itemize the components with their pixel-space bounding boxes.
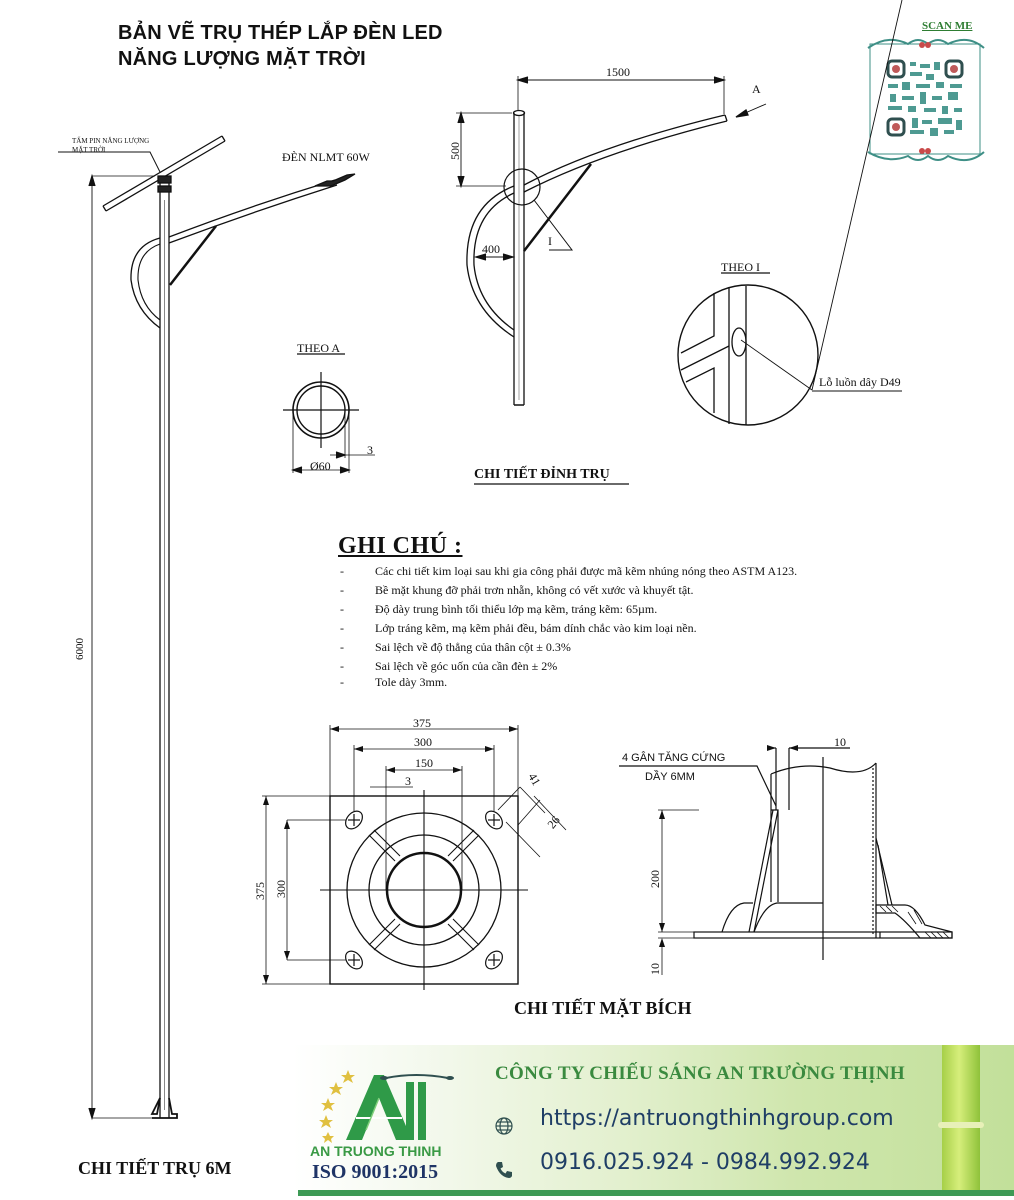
iso-certification: ISO 9001:2015 — [312, 1161, 439, 1183]
banner-accent-bar — [298, 1190, 1014, 1196]
wire-hole-label: Lỗ luồn dây D49 — [819, 375, 901, 389]
phone-numbers[interactable]: 0916.025.924 - 0984.992.924 — [540, 1150, 870, 1175]
arm-length-dimension: 1500 — [606, 65, 630, 79]
solar-panel-label — [72, 137, 149, 155]
plate-thickness-dimension: 10 — [648, 963, 662, 975]
company-logo-icon — [306, 1060, 456, 1145]
bamboo-decoration — [942, 1045, 980, 1190]
flange-outer-height: 375 — [253, 882, 267, 900]
flange-bolt-spacing-vertical: 300 — [274, 880, 288, 898]
note-item: - Sai lệch về góc uốn của cần đèn ± 2% — [338, 657, 797, 676]
title-line-1: BẢN VẼ TRỤ THÉP LẮP ĐÈN LED — [118, 22, 443, 44]
view-a-diameter: Ø60 — [310, 459, 331, 473]
view-i-title: THEO I — [721, 260, 760, 274]
arm-rise-dimension: 500 — [448, 142, 462, 160]
flange-wall: 3 — [405, 774, 411, 788]
top-detail-caption: CHI TIẾT ĐỈNH TRỤ — [474, 467, 610, 482]
note-item: - Bề mặt khung đỡ phải trơn nhẵn, không có vết xước và khuyết tật. — [338, 581, 797, 600]
flange-outer-width: 375 — [413, 716, 431, 730]
solar-panel-label-line1: TẤM PIN NĂNG LƯỢNG — [72, 137, 150, 145]
flange-caption: CHI TIẾT MẶT BÍCH — [514, 998, 692, 1018]
note-item: - Các chi tiết kim loại sau khi gia công phải được mã kẽm nhúng nóng theo ASTM A123. — [338, 562, 797, 581]
rib-height-dimension: 200 — [648, 870, 662, 888]
note-item: - Tole dày 3mm. — [338, 676, 797, 689]
notes-section — [338, 533, 797, 689]
notes-list — [338, 562, 797, 689]
title-line-2: NĂNG LƯỢNG MẶT TRỜI — [118, 48, 366, 70]
note-item: - Lớp tráng kẽm, mạ kẽm phải đều, bám dính chắc vào kim loại nền. — [338, 619, 797, 638]
view-arrow-label: A — [752, 82, 761, 96]
detail-marker-label: I — [548, 234, 552, 248]
lamp-label: ĐÈN NLMT 60W — [282, 150, 370, 164]
view-a-thickness: 3 — [367, 443, 373, 457]
globe-icon — [494, 1116, 514, 1136]
pole-caption: CHI TIẾT TRỤ 6M — [78, 1158, 232, 1178]
flange-slot-length: 26 — [544, 813, 563, 832]
website-link[interactable]: https://antruongthinhgroup.com — [540, 1106, 894, 1131]
rib-label-line1: 4 GÂN TĂNG CỨNG — [622, 752, 726, 764]
flange-bolt-spacing: 300 — [414, 735, 432, 749]
company-name: CÔNG TY CHIẾU SÁNG AN TRƯỜNG THỊNH — [495, 1063, 905, 1084]
note-item: - Sai lệch về độ thẳng của thân cột ± 0.3% — [338, 638, 797, 657]
scan-me-label: SCAN ME — [922, 20, 973, 32]
brand-name: AN TRUONG THINH — [310, 1143, 442, 1159]
rib-label-line2: DẦY 6MM — [645, 771, 695, 783]
notes-title: GHI CHÚ : — [338, 533, 463, 559]
pole-height-dimension: 6000 — [74, 638, 86, 660]
curve-offset-dimension: 400 — [482, 242, 500, 256]
view-a-title: THEO A — [297, 341, 340, 355]
solar-panel-label-line2: MẶT TRỜI — [72, 146, 106, 154]
rib-thickness-dimension: 10 — [834, 735, 846, 749]
note-item: - Độ dày trung bình tối thiểu lớp mạ kẽm, tráng kẽm: 65µm. — [338, 600, 797, 619]
phone-icon — [494, 1160, 514, 1180]
flange-inner-diameter: 150 — [415, 756, 433, 770]
flange-slot-width: 41 — [525, 770, 544, 788]
bamboo-node — [938, 1122, 984, 1128]
